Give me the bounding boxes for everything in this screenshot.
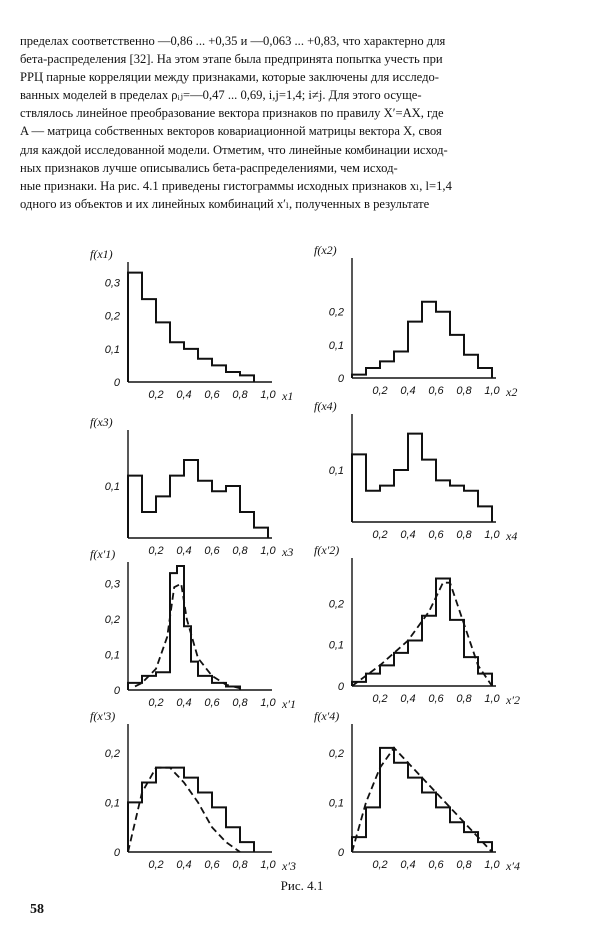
x-tick-label: 0,8 (456, 385, 472, 397)
histogram-bar (366, 491, 380, 522)
histogram-bar (464, 491, 478, 522)
y-tick-label: 0,3 (104, 578, 120, 591)
histogram-bar (226, 372, 240, 382)
histogram-bar (422, 460, 436, 522)
x-tick-label: 0,8 (232, 697, 248, 709)
histogram-bar (226, 827, 240, 852)
text-line: ствлялось линейное преобразование вектора признаков по правилу X′=AX, где (20, 106, 444, 121)
x-tick-label: 0,8 (232, 545, 248, 557)
y-tick-label: 0 (113, 377, 120, 389)
x-tick-label: 0,8 (456, 529, 472, 541)
y-axis-label: f(x1) (90, 247, 113, 261)
histogram-bar (142, 783, 156, 852)
histogram-bar (156, 768, 170, 852)
x-tick-label: 1,0 (260, 389, 276, 401)
x-tick-label: 0,4 (400, 859, 416, 870)
y-tick-label: 0 (113, 685, 120, 697)
histogram-bar (478, 506, 492, 522)
x-tick-label: 0,4 (400, 693, 416, 705)
histogram-bar (184, 626, 191, 690)
x-axis-label: x′2 (506, 693, 520, 707)
y-axis-label: f(x′1) (90, 547, 116, 561)
histogram-bar (170, 768, 184, 852)
x-tick-label: 1,0 (484, 385, 500, 397)
histogram-bar (184, 349, 198, 382)
x-tick-label: 0,6 (428, 529, 444, 541)
histogram-bar (128, 802, 142, 852)
x-tick-label: 0,2 (148, 859, 164, 870)
y-tick-label: 0,3 (104, 277, 120, 290)
histogram-bar (422, 302, 436, 378)
x-tick-label: 0,2 (148, 697, 164, 709)
y-tick-label: 0 (337, 681, 344, 693)
histogram-bar (366, 674, 380, 686)
histogram-bar (226, 486, 240, 538)
x-tick-label: 1,0 (484, 859, 500, 870)
histogram-grid (0, 230, 604, 870)
x-tick-label: 0,8 (456, 859, 472, 870)
histogram-bar (142, 299, 156, 382)
x-tick-label: 1,0 (260, 859, 276, 870)
histogram-bar (380, 665, 394, 686)
histogram-bar (198, 359, 212, 382)
histogram-bar (212, 365, 226, 382)
histogram-bar (142, 512, 156, 538)
histogram-bar (422, 792, 436, 852)
histogram-bar (184, 460, 198, 538)
y-tick-label: 0,1 (328, 465, 344, 477)
histogram-bar (436, 807, 450, 852)
figure-histograms (0, 230, 604, 870)
x-tick-label: 0,2 (372, 385, 388, 397)
x-tick-label: 0,8 (456, 693, 472, 705)
y-tick-label: 0,1 (104, 797, 120, 810)
x-tick-label: 0,2 (372, 529, 388, 541)
x-tick-label: 1,0 (260, 545, 276, 557)
y-tick-label: 0,1 (104, 649, 120, 662)
x-axis-label: x′3 (282, 859, 296, 870)
x-tick-label: 0,6 (428, 693, 444, 705)
y-tick-label: 0,2 (104, 614, 120, 627)
body-paragraph (20, 32, 568, 213)
y-axis-label: f(x4) (314, 399, 337, 413)
figure-caption: Рис. 4.1 (280, 878, 324, 893)
histogram-bar (170, 342, 184, 382)
histogram-bar (128, 476, 142, 538)
x-tick-label: 0,2 (372, 859, 388, 870)
histogram-bar (212, 491, 226, 538)
histogram-bar (156, 322, 170, 382)
x-tick-label: 0,2 (148, 545, 164, 557)
x-tick-label: 0,4 (400, 385, 416, 397)
histogram-bar (450, 822, 464, 852)
x-tick-label: 0,4 (400, 529, 416, 541)
x-axis-label: x3 (282, 545, 294, 559)
histogram-bar (198, 481, 212, 538)
text-line: A — матрица собственных векторов ковариационной матрицы вектора X, своя (20, 124, 442, 139)
y-axis-label: f(x3) (90, 415, 113, 429)
histogram-bar (170, 476, 184, 538)
histogram-bar (436, 480, 450, 522)
histogram-bar (352, 454, 366, 522)
histogram-bar (366, 368, 380, 378)
x-tick-label: 0,6 (204, 859, 220, 870)
text-line: бета-распределения [32]. На этом этапе была предпринята попытка учесть при (20, 52, 443, 67)
histogram-bar (170, 573, 177, 690)
x-axis-label: x1 (282, 389, 294, 403)
histogram-bar (128, 273, 142, 382)
histogram-bar (380, 361, 394, 378)
histogram-bar (394, 763, 408, 852)
text-line: одного из объектов и их линейных комбинаций x′ₗ, полученных в результате (20, 196, 430, 211)
y-tick-label: 0,2 (328, 598, 344, 611)
histogram-bar (408, 322, 422, 378)
histogram-bar (142, 676, 156, 690)
histogram-bar (408, 778, 422, 852)
y-tick-label: 0,2 (328, 747, 344, 760)
x-axis-label: x2 (506, 385, 518, 399)
x-tick-label: 0,6 (428, 859, 444, 870)
histogram-bar (184, 778, 198, 852)
text-line: ных признаков лучше описывались бета-распределениями, чем исход- (20, 160, 398, 175)
x-tick-label: 0,4 (176, 697, 192, 709)
text-line: пределах соответственно —0,86 ... +0,35 и —0,063 ... +0,83, что характерно для (20, 34, 446, 48)
histogram-bar (450, 335, 464, 378)
x-axis-label: x′4 (506, 859, 520, 870)
histogram-bar (352, 375, 366, 378)
x-tick-label: 1,0 (484, 693, 500, 705)
x-tick-label: 0,2 (148, 389, 164, 401)
y-axis-label: f(x′3) (90, 709, 116, 723)
y-tick-label: 0,2 (328, 306, 344, 319)
y-axis-label: f(x′4) (314, 709, 340, 723)
y-axis-label: f(x′2) (314, 543, 340, 557)
y-tick-label: 0,2 (104, 310, 120, 323)
page-number: 58 (30, 902, 44, 917)
histogram-bar (394, 351, 408, 378)
histogram-bar (394, 470, 408, 522)
y-tick-label: 0,1 (328, 639, 344, 652)
text-line: ные признаки. На рис. 4.1 приведены гистограммы исходных признаков xₗ, l=1,4 (20, 178, 452, 193)
x-tick-label: 1,0 (260, 697, 276, 709)
y-tick-label: 0,2 (104, 747, 120, 760)
x-tick-label: 0,4 (176, 389, 192, 401)
histogram-bar (394, 653, 408, 686)
y-tick-label: 0,1 (104, 343, 120, 356)
y-tick-label: 0 (337, 847, 344, 859)
text-line: для каждой исследованной модели. Отметим, что линейные комбинации исход- (20, 142, 448, 157)
histogram-bar (240, 512, 254, 538)
x-tick-label: 0,4 (176, 545, 192, 557)
y-tick-label: 0,1 (328, 797, 344, 810)
text-line: ванных моделей в пределах ρᵢⱼ=—0,47 ... 0,69, i,j=1,4; i≠j. Для этого осуще- (20, 88, 422, 103)
histogram-bar (240, 842, 254, 852)
x-tick-label: 0,8 (232, 389, 248, 401)
histogram-bar (478, 368, 492, 378)
text-line: РРЦ парные корреляции между признаками, которые заключены для исследо- (20, 70, 440, 85)
histogram-bar (450, 620, 464, 686)
x-axis-label: x4 (506, 529, 518, 543)
x-tick-label: 0,6 (204, 545, 220, 557)
histogram-bar (408, 434, 422, 522)
x-tick-label: 1,0 (484, 529, 500, 541)
x-tick-label: 0,6 (428, 385, 444, 397)
histogram-bar (240, 375, 254, 382)
x-tick-label: 0,8 (232, 859, 248, 870)
x-tick-label: 0,6 (204, 389, 220, 401)
histogram-bar (156, 672, 170, 690)
x-tick-label: 0,2 (372, 693, 388, 705)
y-tick-label: 0 (113, 847, 120, 859)
histogram-bar (380, 486, 394, 522)
x-axis-label: x′1 (282, 697, 296, 711)
histogram-bar (422, 616, 436, 686)
histogram-bar (366, 807, 380, 852)
histogram-bar (464, 355, 478, 378)
histogram-bar (191, 662, 198, 690)
histogram-bar (156, 496, 170, 538)
histogram-bar (352, 837, 366, 852)
histogram-bar (408, 641, 422, 686)
y-tick-label: 0 (337, 373, 344, 385)
x-tick-label: 0,6 (204, 697, 220, 709)
histogram-bar (464, 657, 478, 686)
histogram-bar (436, 312, 450, 378)
histogram-bar (254, 528, 268, 538)
x-tick-label: 0,4 (176, 859, 192, 870)
y-tick-label: 0,1 (104, 481, 120, 493)
histogram-bar (198, 676, 212, 690)
y-tick-label: 0,1 (328, 339, 344, 352)
histogram-bar (450, 486, 464, 522)
y-axis-label: f(x2) (314, 243, 337, 257)
